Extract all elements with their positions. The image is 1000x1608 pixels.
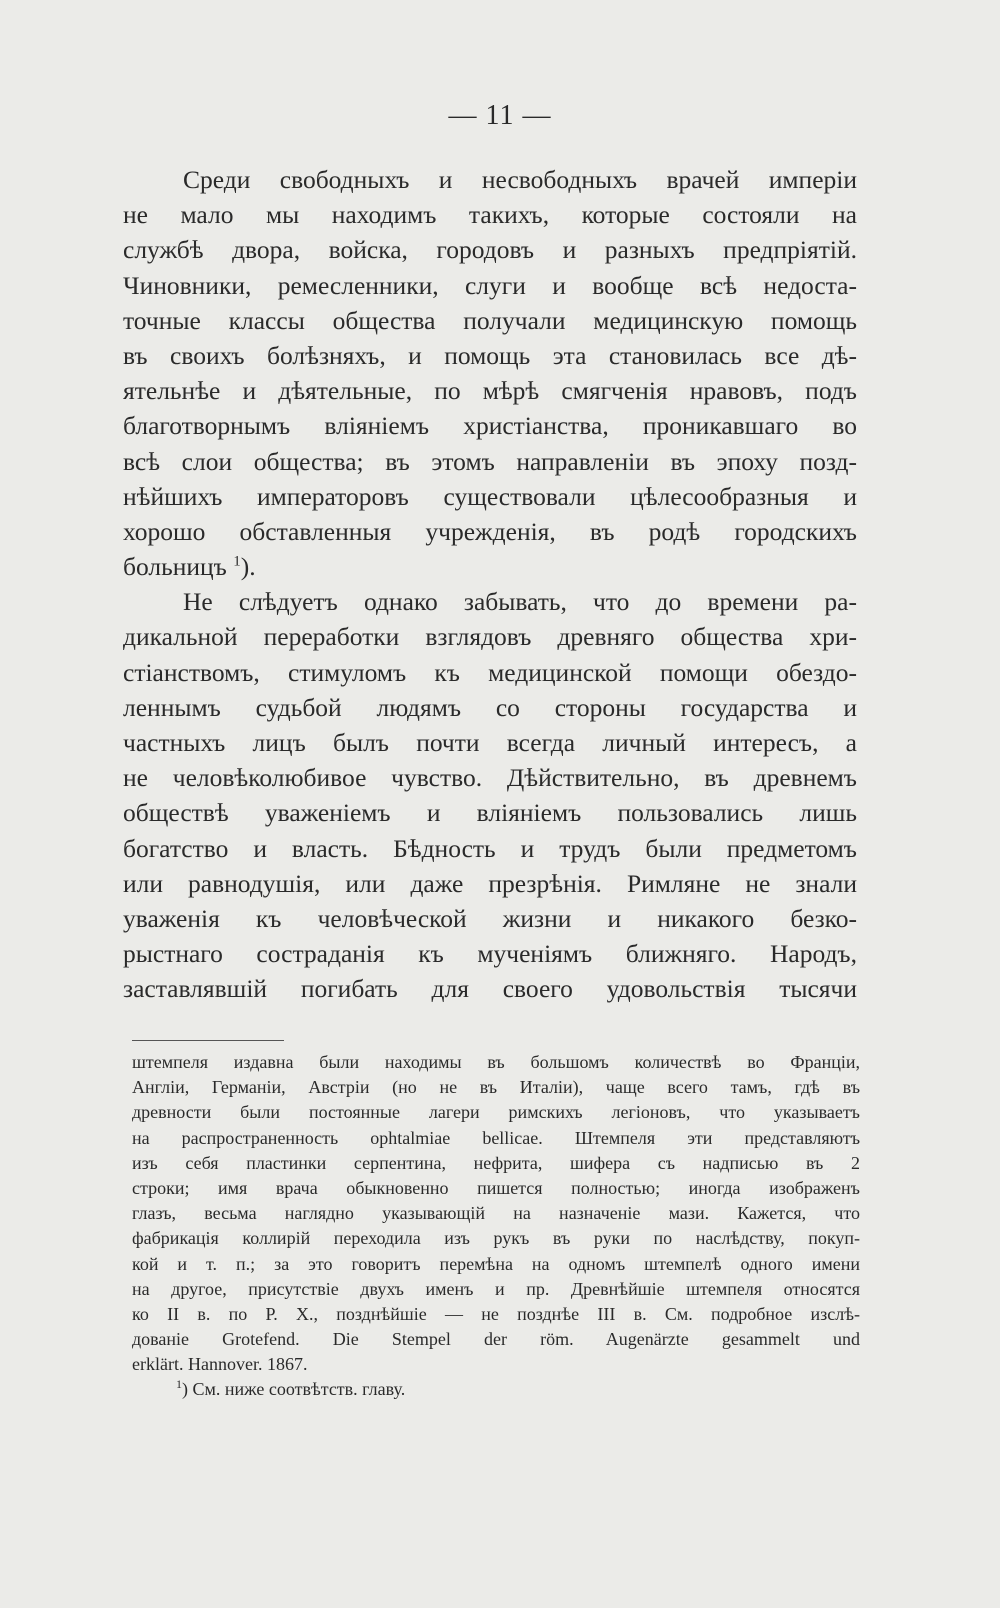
footnotes	[132, 1050, 860, 1403]
footnote-marker: 1	[176, 1377, 182, 1392]
text-line: не мало мы находимъ такихъ, которые состояли на	[123, 200, 857, 230]
text-line: Среди свободныхъ и несвободныхъ врачей имперіи	[183, 165, 857, 194]
text-line: службѣ двора, войска, городовъ и разныхъ предпріятій.	[123, 235, 857, 265]
text-line: богатство и власть. Бѣдность и трудъ были предметомъ	[123, 833, 857, 863]
footnote-reference: 1	[233, 553, 241, 570]
text-line: всѣ слои общества; въ этомъ направленіи въ эпоху позд-	[123, 446, 857, 476]
footnote-line: древности были постоянные лагери римскихъ легіоновъ, что указываетъ	[132, 1102, 860, 1123]
footnote-line: Англіи, Германіи, Австріи (но не въ Италіи), чаще всего тамъ, гдѣ въ	[132, 1077, 860, 1098]
text-fragment: ).	[240, 552, 256, 582]
text-line: хорошо обставленныя учрежденія, въ родѣ городскихъ	[123, 516, 857, 546]
footnote-text: ) См. ниже соотвѣтств. главу.	[182, 1379, 406, 1400]
text-line: въ своихъ болѣзняхъ, и помощь эта становилась все дѣ-	[123, 340, 857, 370]
footnote-line: штемпеля издавна были находимы въ большомъ количествѣ во Франціи,	[132, 1052, 860, 1072]
text-line: рыстнаго состраданія къ мученіямъ ближняго. Народъ,	[123, 939, 857, 969]
footnote-1	[132, 1377, 860, 1402]
main-text	[123, 162, 857, 1007]
text-line: нѣйшихъ императоровъ существовали цѣлесообразныя и	[123, 481, 857, 511]
text-line: заставлявшій погибать для своего удовольствія тысячи	[123, 974, 857, 1004]
text-line: частныхъ лицъ былъ почти всегда личный интересъ, а	[123, 728, 857, 757]
footnote-line: на распространенность ophtalmiae bellicae. Штемпеля эти представляютъ	[132, 1127, 860, 1148]
footnote-line: кой и т. п.; за это говоритъ перемѣна на одномъ штемпелѣ одного имени	[132, 1253, 860, 1274]
text-line: дикальной переработки взглядовъ древняго общества хри-	[123, 622, 857, 652]
text-line: не человѣколюбивое чувство. Дѣйствительно, въ древнемъ	[123, 763, 857, 793]
text-line: ятельнѣе и дѣятельные, по мѣрѣ смягченія нравовъ, подъ	[123, 376, 857, 406]
text-line: или равнодушія, или даже презрѣнія. Римляне не знали	[123, 868, 857, 898]
footnote-line: ко II в. по Р. Х., позднѣйшіе — не позднѣе III в. См. подробное изслѣ-	[132, 1303, 860, 1324]
footnote-line: строки; имя врача обыкновенно пишется полностью; иногда изображенъ	[132, 1177, 860, 1198]
text-fragment: больницъ	[123, 552, 227, 582]
footnote-line: изъ себя пластинки серпентина, нефрита, шифера съ надписью въ 2	[132, 1152, 860, 1173]
footnote-divider	[132, 1040, 284, 1041]
text-line: стіанствомъ, стимуломъ къ медицинской помощи обездо-	[123, 657, 857, 687]
text-line: леннымъ судьбой людямъ со стороны государства и	[123, 692, 857, 722]
footnote-line: дованіе Grotefend. Die Stempel der röm. Augenärzte gesammelt und	[132, 1329, 860, 1350]
footnote-line: на другое, присутствіе двухъ именъ и пр. Древнѣйшіе штемпеля относятся	[132, 1278, 860, 1299]
text-line: точные классы общества получали медицинскую помощь	[123, 305, 857, 335]
footnote-line: фабрикація коллирій переходила изъ рукъ въ руки по наслѣдству, покуп-	[132, 1228, 860, 1249]
text-line: обществѣ уваженіемъ и вліяніемъ пользовались лишь	[123, 798, 857, 828]
text-line: благотворнымъ вліяніемъ христіанства, проникавшаго во	[123, 411, 857, 441]
text-line: Не слѣдуетъ однако забывать, что до времени ра-	[183, 587, 857, 617]
page-number: — 11 —	[448, 100, 552, 131]
text-line	[123, 549, 857, 584]
footnote-line: erklärt. Hannover. 1867.	[132, 1354, 308, 1375]
text-line: уваженія къ человѣческой жизни и никакого безко-	[123, 903, 857, 933]
text-line: Чиновники, ремесленники, слуги и вообще всѣ недоста-	[123, 270, 857, 300]
footnote-line: глазъ, весьма наглядно указывающій на назначеніе мази. Кажется, что	[132, 1203, 860, 1224]
